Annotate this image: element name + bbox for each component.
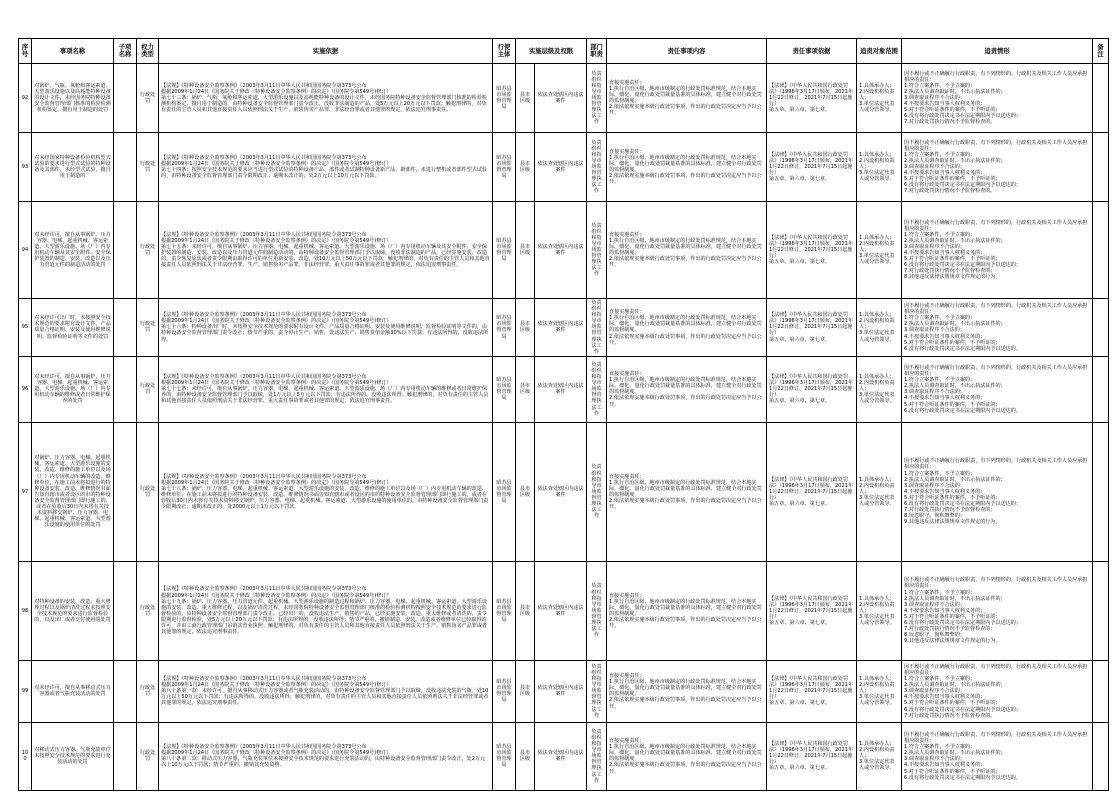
row-target: 1.具体承办人； 2.内设机构负责人； 3.单位法定代表人或分管领导。 [857, 64, 902, 133]
row-power-type: 行政处罚 [137, 133, 159, 202]
row-basis: 【法规】《特种设备安全监察条例》（2003年3月11日中华人民共和国国务院令第373号公布 根据2009年1月24日《国务院关于修改〈特种设备安全监察条例〉的决定》（国务院令第549号)修订） 第八十条第一款：未经许可，擅自从事移动式压力容器或者气瓶充装活动的，由特种设备安全监督管理部门予以取缔，没收违法充装的气瓶，处10万元以上50万元以下罚款；有违法所得的，没收违法所得；触犯刑律的，对负有责任的主管人员和其他直接责任人员依照刑法关于非法经营罪或者其他罪的规定，依法追究刑事责任。 [159, 660, 493, 722]
row-basis: 【法规】《特种设备安全监察条例》（2003年3月11日中华人民共和国国务院令第373号公布 根据2009年1月24日《国务院关于修改〈特种设备安全监察条例〉的决定》（国务院令第549号)修订） 第七十七条：未经许可，擅自从事锅炉、压力容器、电梯、起重机械、客运索道、大型游乐设施、场（厂）内专用机动车辆的维修或者日常维护保养的，由特种设备安全监督管理部门予以取缔，处1万元以上5万元以下罚款；有违法所得的，没收违法所得；触犯刑律的，对负有责任的主管人员和其他直接责任人员依照刑法关于非法经营罪、重大责任事故罪或者其他罪的规定，依法追究刑事责任。 [159, 356, 493, 422]
row-power-type: 行政处罚 [137, 660, 159, 722]
row-content: 直接实施责任： 1.执行自治区级、地州市级制定的行政处罚标准规范，结合本地实际，细化、量化行政处罚裁量基准的具体标准，建立健全对行政处罚的监督制度。 2.依法依规实施本级行政处罚事项，作出的行政处罚决定应当予以公开。 [607, 356, 767, 422]
row-sub-item [114, 133, 137, 202]
row-item-name: 对未经许可，擅自从事锅炉、压力容器、电梯、起重机械、客运索道、大型游乐设施、场（厂）内专用机动车辆的维修或者日常维护保养的处罚 [32, 356, 114, 422]
row-situation: 因不履行或不正确履行行政职责，有下列情形的，行政机关及相关工作人员应承担相应的责任： 1.符合立案条件，不予立案的； 2.执法人员调查取证时，不出示执法证件的； 3.调查取证程序不合法的； 4.不按要求告知当事人权利义务的； 5.对于符合听证条件的案件，不予听证的； 6.没有将行政处罚决定书在法定期限内予以送达的； 7.对行政处罚执行情况不予监督检查的。 [902, 660, 1093, 722]
row-sub-item [114, 202, 137, 299]
row-duty: 负责组织和指导市场监督管理执法工作 [587, 356, 607, 422]
row-subject: 昭苏县市场监督管理局 [493, 722, 516, 790]
row-situation: 因不履行或不正确履行行政职责，有下列情形的，行政机关及相关工作人员应承担相应的责任： 1.符合立案条件，不予立案的； 2.执法人员调查取证时，不出示执法证件的； 3.调查取证程序不合法的； 4.不按要求告知当事人权利义务的； 5.对于符合听证条件的案件，不予听证的； 6.没有将行政处罚决定书在法定期限内予以送达的； 7.对行政处罚执行情况不予监督检查的； 8.其他违反法律法规规章文件规定的行为。 [902, 202, 1093, 299]
row-resp-basis: 【法律】《中华人民共和国行政处罚法》（1996年3月17日颁布，2021年1月22日修订，2021年7月15日起施行） 第五章、第六章、第七章。 [767, 722, 857, 790]
row-sub-item [114, 660, 137, 722]
row-level: 县市区级 [516, 64, 535, 133]
row-duty: 负责组织和指导市场监督管理执法工作 [587, 133, 607, 202]
row-remark [1093, 64, 1109, 133]
row-remark [1093, 202, 1109, 299]
table-row [19, 356, 1109, 422]
row-target: 1.具体承办人； 2.内设机构负责人； 3.单位法定代表人或分管领导。 [857, 722, 902, 790]
row-content: 直接实施责任： 1.执行自治区级、地州市级制定的行政处罚标准规范，结合本地实际，细化、量化行政处罚裁量基准的具体标准，建立健全对行政处罚的监督制度。 2.依法依规实施本级行政处罚事项，作出的行政处罚决定应当予以公开。 [607, 299, 767, 357]
row-duty: 负责组织和指导市场监督管理执法工作 [587, 722, 607, 790]
header-situation: 追责情形 [902, 39, 1093, 64]
row-duty: 负责组织和指导市场监督管理执法工作 [587, 660, 607, 722]
row-target: 1.具体承办人； 2.内设机构负责人； 3.单位法定代表人或分管领导。 [857, 299, 902, 357]
table-row [19, 561, 1109, 660]
row-target: 1.具体承办人； 2.内设机构负责人； 3.单位法定代表人或分管领导。 [857, 660, 902, 722]
row-scope: 依法查处辖区内违法案件 [535, 660, 587, 722]
row-scope: 依法查处辖区内违法案件 [535, 64, 587, 133]
header-sub-item: 子项名称 [114, 39, 137, 64]
row-sub-item [114, 722, 137, 790]
row-power-type: 行政处罚 [137, 64, 159, 133]
row-resp-basis: 【法律】《中华人民共和国行政处罚法》（1996年3月17日颁布，2021年1月22日修订，2021年7月15日起施行） 第五章、第六章、第七章。 [767, 299, 857, 357]
row-basis: 【法规】《特种设备安全监察条例》（2003年3月11日中华人民共和国国务院令第373号公布 根据2009年1月24日《国务院关于修改〈特种设备安全监察条例〉的决定》（国务院令第549号)修订） 第七十四条：按照安全技术规范的要求应当进行型式试验的特种设备产品、部件或者试制特种设备新产品、新部件，未进行整机或者部件型式试验的，由特种设备安全监督管理部门责令限期改正；逾期未改正的，处2万元以上10万元以下罚款。 [159, 133, 493, 202]
row-no: 96 [19, 356, 32, 422]
row-situation: 因不履行或不正确履行行政职责，有下列情形的，行政机关及相关工作人员应承担相应的责任： 1.符合立案条件，不予立案的； 2.执法人员调查取证时，不出示执法证件的； 3.调查取证程序不合法的； 4.不按要求告知当事人权利义务的； 5.对于符合听证条件的案件，不予听证的； 6.没有将行政处罚决定书在法定期限内予以送达的； 7.对行政处罚执行情况不予监督检查的； 8.玩忽职守、徇私舞弊的； 9.其他违反法律法规规章文件规定的行为。 [902, 561, 1093, 660]
row-level: 县市区级 [516, 561, 535, 660]
header-row [19, 39, 1109, 64]
table-row [19, 202, 1109, 299]
row-target: 1.具体承办人； 2.内设机构负责人； 3.单位法定代表人或分管领导。 [857, 422, 902, 561]
header-content: 责任事项内容 [607, 39, 767, 64]
row-level: 县市区级 [516, 356, 535, 422]
row-duty: 负责组织和指导市场监督管理执法工作 [587, 299, 607, 357]
row-remark [1093, 299, 1109, 357]
header-resp-basis: 责任事项依据 [767, 39, 857, 64]
row-item-name: 对锅炉、压力容器、电梯、起重机械、客运索道、大型游乐设施的安装、改造、维修的施工单位以及场（厂）内专用机动车辆的改造、维修单位，在施工前未将拟进行的特种设备安装、改造、维修情况书面告知直辖市或者设区的市的特种设备安全监督管理部门即行施工的，或者在验收后30日内未将有关技术资料移交锅炉、压力容器、电梯、起重机械、客运索道、大型游乐设施的使用单位的处罚 [32, 422, 114, 561]
row-content: 直接实施责任： 1.执行自治区级、地州市级制定的行政处罚标准规范，结合本地实际，细化、量化行政处罚裁量基准的具体标准，建立健全对行政处罚的监督制度。 2.依法依规实施本级行政处罚事项，作出的行政处罚决定应当予以公开。 [607, 561, 767, 660]
table-row [19, 722, 1109, 790]
row-content: 直接实施责任： 1.执行自治区级、地州市级制定的行政处罚标准规范，结合本地实际，细化、量化行政处罚裁量基准的具体标准，建立健全对行政处罚的监督制度。 2.依法依规实施本级行政处罚事项，作出的行政处罚决定应当予以公开。 [607, 422, 767, 561]
row-no: 93 [19, 133, 32, 202]
header-item-name: 事项名称 [32, 39, 114, 64]
row-resp-basis: 【法律】《中华人民共和国行政处罚法》（1996年3月17日颁布，2021年1月22日修订，2021年7月15日起施行） 第五章、第六章、第七章。 [767, 356, 857, 422]
row-subject: 昭苏县市场监督管理局 [493, 422, 516, 561]
row-resp-basis: 【法律】《中华人民共和国行政处罚法》（1996年3月17日颁布，2021年1月22日修订，2021年7月15日起施行） 第五章、第六章、第七章。 [767, 64, 857, 133]
row-situation: 因不履行或不正确履行行政职责，有下列情形的，行政机关及相关工作人员应承担相应的责任： 1.符合立案条件，不予立案的； 2.执法人员调查取证时，不出示执法证件的； 3.调查取证程序不合法的； 4.不按要求告知当事人权利义务的； 5.对于符合听证条件的案件，不予听证的； 6.没有将行政处罚决定书在法定期限内予以送达的。 [902, 356, 1093, 422]
table-row [19, 299, 1109, 357]
header-power-type: 权力类型 [137, 39, 159, 64]
row-item-name: 对未经许可，擅自从事移动式压力容器或者气瓶充装活动的处罚 [32, 660, 114, 722]
header-basis: 实施依据 [159, 39, 493, 64]
row-level: 县市区级 [516, 133, 535, 202]
row-scope: 依法查处辖区内违法案件 [535, 202, 587, 299]
row-sub-item [114, 299, 137, 357]
row-no: 100 [19, 722, 32, 790]
row-item-name: 对未经国家特种设备检验机构型式试验的要求进行型式试验的特种设备及其部件，未经型式试验，擅自用于制造的 [32, 133, 114, 202]
row-content: 直接实施责任： 1.执行自治区级、地州市级制定的行政处罚标准规范，结合本地实际，细化、量化行政处罚裁量基准的具体标准，建立健全对行政处罚的监督制度。 2.依法依规实施本级行政处罚事项，作出的行政处罚决定应当予以公开。 [607, 722, 767, 790]
row-subject: 昭苏县市场监督管理局 [493, 660, 516, 722]
row-scope: 依法查处辖区内违法案件 [535, 133, 587, 202]
row-resp-basis: 【法律】《中华人民共和国行政处罚法》（1996年3月17日颁布，2021年1月22日修订，2021年7月15日起施行） 第五章、第六章、第七章。 [767, 133, 857, 202]
row-power-type: 行政处罚 [137, 722, 159, 790]
row-target: 1.具体承办人； 2.内设机构负责人； 3.单位法定代表人或分管领导。 [857, 202, 902, 299]
row-subject: 昭苏县市场监督管理局 [493, 356, 516, 422]
row-basis: 【法规】《特种设备安全监察条例》（2003年3月11日中华人民共和国国务院令第373号公布 根据2009年1月24日《国务院关于修改〈特种设备安全监察条例〉的决定》（国务院令第549号)修订） 第七十八条：锅炉、压力容器、电梯、起重机械、客运索道、大型游乐设施的安装、改造、维修的施工单位以及场（厂）内专用机动车辆的改造、维修单位，在施工前未将拟进行的特种设备安装、改造、维修情况书面告知直辖市或者设区的市的特种设备安全监督管理部门即行施工的，或者在验收后30日内未将有关技术资料移交锅炉、压力容器、电梯、起重机械、客运索道、大型游乐设施的使用单位的，由特种设备安全监督管理部门责令限期改正；逾期未改正的，处2000元以上1万元以下罚款。 [159, 422, 493, 561]
row-content: 直接实施责任： 1.执行自治区级、地州市级制定的行政处罚标准规范，结合本地实际，细化、量化行政处罚裁量基准的具体标准，建立健全对行政处罚的监督制度。 2.依法依规实施本级行政处罚事项，作出的行政处罚决定应当予以公开。 [607, 64, 767, 133]
row-subject: 昭苏县市场监督管理局 [493, 202, 516, 299]
header-target: 追责对象范围 [857, 39, 902, 64]
row-no: 99 [19, 660, 32, 722]
row-remark [1093, 356, 1109, 422]
row-situation: 因不履行或不正确履行行政职责，有下列情形的，行政机关及相关工作人员应承担相应的责任： 1.符合立案条件，不予立案的； 2.执法人员调查取证时，不出示执法证件的； 3.调查取证程序不合法的； 4.不按要求告知当事人权利义务的； 5.对于符合听证条件的案件，不予听证的； 6.没有将行政处罚决定书在法定期限内予以送达的； 7.对行政处罚执行情况不予监督检查的。 [902, 133, 1093, 202]
row-remark [1093, 722, 1109, 790]
row-power-type: 行政处罚 [137, 202, 159, 299]
row-situation: 因不履行或不正确履行行政职责，有下列情形的，行政机关及相关工作人员应承担相应的责任： 1.符合立案条件，不予立案的； 2.执法人员调查取证时，不出示执法证件的； 3.调查取证程序不合法的； 4.不按要求告知当事人权利义务的； 5.对于符合听证条件的案件，不予听证的； 6.没有将行政处罚决定书在法定期限内予以送达的； 7.对行政处罚执行情况不予监督检查的。 [902, 64, 1093, 133]
row-level: 县市区级 [516, 722, 535, 790]
row-resp-basis: 【法律】《中华人民共和国行政处罚法》（1996年3月17日颁布，2021年1月22日修订，2021年7月15日起施行） 第五章、第六章、第七章。 [767, 202, 857, 299]
row-basis: 【法规】《特种设备安全监察条例》（2003年3月11日中华人民共和国国务院令第373号公布 根据2009年1月24日《国务院关于修改〈特种设备安全监察条例〉的决定》（国务院令第549号)修订） 第七十三条：锅炉、气瓶、氧舱和客运索道、大型游乐设施以及高耗能特种设备的设计文件，未经国务院特种设备安全监督管理部门核准的检验检测机构鉴定，擅自用于制造的，由特种设备安全监督管理部门责令改正，没收非法制造的产品，处5万元以上20万元以下罚款；触犯刑律的，对负有责任的主管人员和其他直接责任人员依照刑法关于生产、销售伪劣产品罪、非法经营罪或者其他罪的规定，依法追究刑事责任。 [159, 64, 493, 133]
row-sub-item [114, 356, 137, 422]
row-level: 县市区级 [516, 660, 535, 722]
header-level: 实施层级及权限 [516, 39, 587, 64]
row-no: 97 [19, 422, 32, 561]
row-duty: 负责组织和指导市场监督管理执法工作 [587, 561, 607, 660]
row-item-name: 对锅炉、气瓶、氧舱和客运索道、大型游乐设施以及高耗能特种设备的设计文件，未经国务院特种设备安全监督管理部门核准的检验检测机构鉴定，擅自用于制造的处罚 [32, 64, 114, 133]
row-no: 94 [19, 202, 32, 299]
row-level: 县市区级 [516, 422, 535, 561]
row-resp-basis: 【法律】《中华人民共和国行政处罚法》（1996年3月17日颁布，2021年1月22日修订，2021年7月15日起施行） 第五章、第六章、第七章。 [767, 561, 857, 660]
row-level: 县市区级 [516, 202, 535, 299]
row-power-type: 行政处罚 [137, 422, 159, 561]
row-sub-item [114, 561, 137, 660]
row-item-name: 对未经许可，擅自从事锅炉、压力容器、电梯、起重机械、客运索道、大型游乐设施、场（厂）内专用机动车辆及其安全附件、安全保护装置的制造、安装、改造以及压力管道元件的制造活动的处罚 [32, 202, 114, 299]
row-scope: 依法查处辖区内违法案件 [535, 561, 587, 660]
row-power-type: 行政处罚 [137, 561, 159, 660]
header-remark: 备注 [1093, 39, 1109, 64]
row-item-name: 对移动式压力容器、气瓶充装单位未按照安全技术规范的要求进行充装活动的处罚 [32, 722, 114, 790]
row-situation: 因不履行或不正确履行行政职责，有下列情形的，行政机关及相关工作人员应承担相应的责任： 1.符合立案条件，不予立案的； 2.执法人员调查取证时，不出示执法证件的； 3.调查取证程序不合法的； 4.不按要求告知当事人权利义务的； 5.对于符合听证条件的案件，不予听证的； 6.没有将行政处罚决定书在法定期限内予以送达的； 7.对行政处罚执行情况不予监督检查的； 8.玩忽职守、徇私舞弊的； 9.其他违反法律法规规章文件规定的行为。 [902, 422, 1093, 561]
row-duty: 负责组织和指导市场监督管理执法工作 [587, 202, 607, 299]
row-no: 95 [19, 299, 32, 357]
row-item-name: 对未经许可出厂时，未按照安全技术规范的要求附有设计文件、产品质量合格证明、安装及使用维修说明、监督检验证明等文件的处罚 [32, 299, 114, 357]
row-target: 1.具体承办人； 2.内设机构负责人； 3.单位法定代表人或分管领导。 [857, 356, 902, 422]
row-duty: 负责组织和指导市场监督管理执法工作 [587, 64, 607, 133]
row-subject: 昭苏县市场监督管理局 [493, 64, 516, 133]
row-remark [1093, 660, 1109, 722]
row-basis: 【法规】《特种设备安全监察条例》（2003年3月11日中华人民共和国国务院令第373号公布 根据2009年1月24日《国务院关于修改〈特种设备安全监察条例〉的决定》（国务院令第549号)修订） 第七十六条：特种设备出厂时，未按照安全技术规范的要求附有设计文件、产品质量合格证明、安装及使用维修说明、监督检验证明等文件的，由特种设备安全监督管理部门责令改正；情节严重的，责令停止生产、销售，处违法生产、销售货值金额30%以下罚款；有违法所得的，没收违法所得。 [159, 299, 493, 357]
row-duty: 负责组织和指导市场监督管理执法工作 [587, 422, 607, 561]
table-row [19, 422, 1109, 561]
header-subject: 行使主体 [493, 39, 516, 64]
row-target: 1.具体承办人； 2.内设机构负责人； 3.单位法定代表人或分管领导。 [857, 561, 902, 660]
header-duty: 部门职责 [587, 39, 607, 64]
row-content: 直接实施责任： 1.执行自治区级、地州市级制定的行政处罚标准规范，结合本地实际，细化、量化行政处罚裁量基准的具体标准，建立健全对行政处罚的监督制度。 2.依法依规实施本级行政处罚事项，作出的行政处罚决定应当予以公开。 [607, 202, 767, 299]
row-scope: 依法查处辖区内违法案件 [535, 299, 587, 357]
table-row [19, 660, 1109, 722]
row-resp-basis: 【法律】《中华人民共和国行政处罚法》（1996年3月17日颁布，2021年1月22日修订，2021年7月15日起施行） 第五章、第六章、第七章。 [767, 422, 857, 561]
row-no: 92 [19, 64, 32, 133]
table-row [19, 64, 1109, 133]
row-scope: 依法查处辖区内违法案件 [535, 356, 587, 422]
row-power-type: 行政处罚 [137, 356, 159, 422]
row-remark [1093, 561, 1109, 660]
row-content: 直接实施责任： 1.执行自治区级、地州市级制定的行政处罚标准规范，结合本地实际，细化、量化行政处罚裁量基准的具体标准，建立健全对行政处罚的监督制度。 2.依法依规实施本级行政处罚事项，作出的行政处罚决定应当予以公开。 [607, 133, 767, 202]
row-subject: 昭苏县市场监督管理局 [493, 561, 516, 660]
row-scope: 依法查处辖区内违法案件 [535, 422, 587, 561]
row-basis: 【法规】《特种设备安全监察条例》（2003年3月11日中华人民共和国国务院令第373号公布 根据2009年1月24日《国务院关于修改〈特种设备安全监察条例〉的决定》（国务院令第549号)修订） 第八十条第二款：移动式压力容器、气瓶充装单位未按照安全技术规范的要求进行充装活动的，由特种设备安全监督管理部门责令改正，处2万元以上10万元以下罚款；情节严重的，撤销其充装资格。 [159, 722, 493, 790]
row-situation: 因不履行或不正确履行行政职责，有下列情形的，行政机关及相关工作人员应承担相应的责任： 1.符合立案条件，不予立案的； 2.执法人员调查取证时，不出示执法证件的； 3.调查取证程序不合法的； 4.不按要求告知当事人权利义务的； 5.对于符合听证条件的案件，不予听证的； 6.没有将行政处罚决定书在法定期限内予以送达的。 [902, 299, 1093, 357]
row-item-name: 对特种设备的安装、改造、重大修理过程以及锅炉清洗过程未按照安全技术规范的要求进行监督检验的，以及出厂或者交付使用的处罚 [32, 561, 114, 660]
row-remark [1093, 133, 1109, 202]
row-resp-basis: 【法律】《中华人民共和国行政处罚法》（1996年3月17日颁布，2021年1月22日修订，2021年7月15日起施行） 第五章、第六章、第七章。 [767, 660, 857, 722]
row-no: 98 [19, 561, 32, 660]
row-basis: 【法规】《特种设备安全监察条例》（2003年3月11日中华人民共和国国务院令第373号公布 根据2009年1月24日《国务院关于修改〈特种设备安全监察条例〉的决定》（国务院令第549号)修订） 第七十五条：未经许可，擅自从事锅炉、压力容器、电梯、起重机械、客运索道、大型游乐设施、场（厂）内专用机动车辆及其安全附件、安全保护装置的制造、安装、改造以及压力管道元件的制造活动的，由特种设备安全监督管理部门予以取缔，没收非法制造的产品，已经实施安装、改造的，责令恢复原状或者责令限期由取得许可的单位重新安装、改造，处10万元以上50万元以下罚款；触犯刑律的，对负有责任的主管人员和其他直接责任人员依照刑法关于非法经营罪、生产、销售伪劣产品罪、非法经营罪、重大责任事故罪或者其他罪的规定，依法追究刑事责任。 [159, 202, 493, 299]
row-level: 县市区级 [516, 299, 535, 357]
responsibility-list-page [18, 38, 1108, 786]
row-scope: 依法查处辖区内违法案件 [535, 722, 587, 790]
row-target: 1.具体承办人； 2.内设机构负责人； 3.单位法定代表人或分管领导。 [857, 133, 902, 202]
header-no: 序号 [19, 39, 32, 64]
row-situation: 因不履行或不正确履行行政职责，有下列情形的，行政机关及相关工作人员应承担相应的责任： 1.符合立案条件，不予立案的； 2.执法人员调查取证时，不出示执法证件的； 3.调查取证程序不合法的； 4.不按要求告知当事人权利义务的； 5.对于符合听证条件的案件，不予听证的； 6.没有将行政处罚决定书在法定期限内予以送达的。 [902, 722, 1093, 790]
row-sub-item [114, 422, 137, 561]
row-power-type: 行政处罚 [137, 299, 159, 357]
row-basis: 【法规】《特种设备安全监察条例》（2003年3月11日中华人民共和国国务院令第373号公布 根据2009年1月24日《国务院关于修改〈特种设备安全监察条例〉的决定》（国务院令第549号)修订） 第七十九条：锅炉、压力容器、压力管道元件、起重机械、大型游乐设施的制造过程和锅炉、压力容器、电梯、起重机械、客运索道、大型游乐设施的安装、改造、重大维修过程，以及锅炉清洗过程，未经国务院特种设备安全监督管理部门核准的检验检测机构按照安全技术规范的要求进行监督检验的，由特种设备安全监督管理部门责令改正，已经出厂的，没收违法生产、销售的产品，已经实施安装、改造、重大维修或者清洗的，责令限期进行监督检验，处5万元以上20万元以下罚款；有违法所得的，没收违法所得；情节严重的，撤销制造、安装、改造或者维修单位已经取得的许可，并由工商行政管理部门吊销其营业执照；触犯刑律的，对负有责任的主管人员和其他直接责任人员依照刑法关于生产、销售伪劣产品罪或者其他罪的规定，依法追究刑事责任。 [159, 561, 493, 660]
row-subject: 昭苏县市场监督管理局 [493, 299, 516, 357]
power-responsibility-table [18, 38, 1109, 791]
row-remark [1093, 422, 1109, 561]
table-row [19, 133, 1109, 202]
row-subject: 昭苏县市场监督管理局 [493, 133, 516, 202]
row-content: 直接实施责任： 1.执行自治区级、地州市级制定的行政处罚标准规范，结合本地实际，细化、量化行政处罚裁量基准的具体标准，建立健全对行政处罚的监督制度。 2.依法依规实施本级行政处罚事项，作出的行政处罚决定应当予以公开。 [607, 660, 767, 722]
row-sub-item [114, 64, 137, 133]
